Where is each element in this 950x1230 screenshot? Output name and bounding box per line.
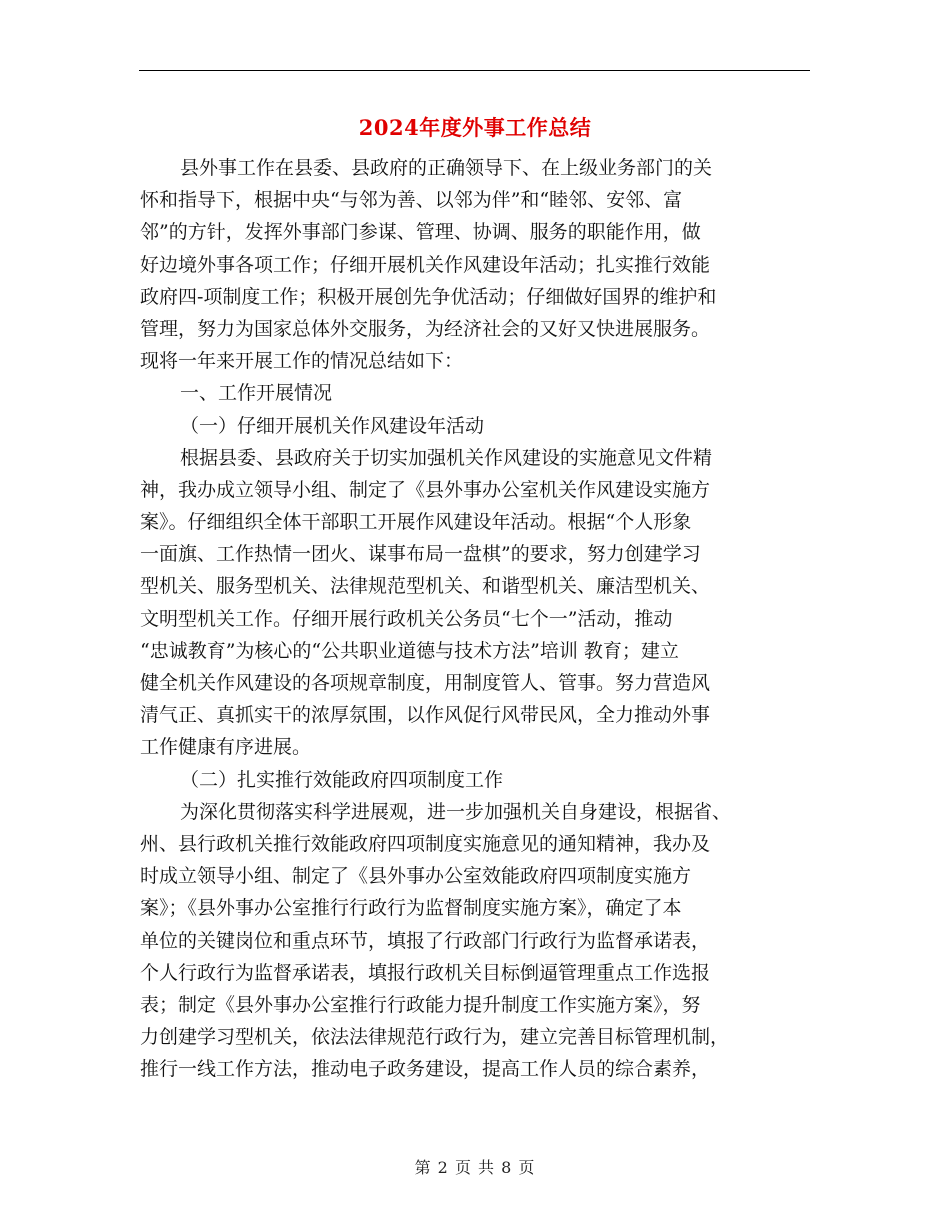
header-rule bbox=[139, 70, 810, 71]
paragraph-line: 管理，努力为国家总体外交服务，为经济社会的又好又快进展服务。 bbox=[140, 317, 711, 340]
paragraph-line: 健全机关作风建设的各项规章制度，用制度管人、管事。努力营造风 bbox=[140, 672, 711, 694]
page-footer: 第 2 页 共 8 页 bbox=[414, 1158, 536, 1177]
paragraph-line: 县外事工作在县委、县政府的正确领导下、在上级业务部门的关 bbox=[180, 157, 713, 179]
paragraph-line: 案》。仔细组织全体干部职工开展作风建设年活动。根据“个人形象 bbox=[140, 511, 692, 534]
paragraph-line: 推行一线工作方法，推动电子政务建设，提高工作人员的综合素养， bbox=[140, 1058, 711, 1081]
paragraph-line: 型机关、服务型机关、法律规范型机关、和谐型机关、廉洁型机关、 bbox=[140, 575, 711, 598]
paragraph-line: 怀和指导下，根据中央“与邻为善、以邻为伴”和“睦邻、安邻、富 bbox=[140, 189, 683, 212]
paragraph-line: 个人行政行为监督承诺表，填报行政机关目标倒逼管理重点工作选报 bbox=[140, 961, 711, 984]
paragraph-line: “忠诚教育”为核心的“公共职业道德与技术方法”培训 教育；建立 bbox=[140, 639, 679, 662]
paragraph-line: 工作健康有序进展。 bbox=[140, 736, 312, 759]
paragraph-line: 力创建学习型机关，依法法律规范行政行为，建立完善目标管理机制， bbox=[140, 1026, 730, 1049]
paragraph-line: 好边境外事各项工作；仔细开展机关作风建设年活动；扎实推行效能 bbox=[140, 253, 711, 276]
paragraph-line: 单位的关键岗位和重点环节，填报了行政部门行政行为监督承诺表， bbox=[140, 929, 711, 952]
paragraph-line: 现将一年来开展工作的情况总结如下： bbox=[140, 350, 464, 373]
subsection-heading: （一）仔细开展机关作风建设年活动 bbox=[180, 414, 485, 437]
paragraph-line: 案》；《县外事办公室推行行政行为监督制度实施方案》，确定了本 bbox=[140, 897, 682, 920]
paragraph-line: 邻”的方针，发挥外事部门参谋、管理、协调、服务的职能作用，做 bbox=[140, 221, 701, 244]
subsection-heading: （二）扎实推行效能政府四项制度工作 bbox=[180, 768, 504, 791]
document-body bbox=[140, 152, 812, 1085]
document-title: 2024年度外事工作总结 bbox=[358, 115, 592, 140]
paragraph-line: 根据县委、县政府关于切实加强机关作风建设的实施意见文件精 bbox=[180, 446, 713, 469]
paragraph-line: 为深化贯彻落实科学进展观，进一步加强机关自身建设，根据省、 bbox=[180, 800, 732, 823]
paragraph-line: 神，我办成立领导小组、制定了《县外事办公室机关作风建设实施方 bbox=[140, 478, 711, 501]
paragraph-line: 文明型机关工作。仔细开展行政机关公务员“七个一”活动，推动 bbox=[140, 607, 673, 630]
paragraph-line: 政府四-项制度工作；积极开展创先争优活动；仔细做好国界的维护和 bbox=[140, 285, 717, 308]
paragraph-line: 表；制定《县外事办公室推行行政能力提升制度工作实施方案》，努 bbox=[140, 993, 701, 1016]
paragraph-line: 一面旗、工作热情一团火、谋事布局一盘棋”的要求，努力创建学习 bbox=[140, 543, 701, 566]
section-heading: 一、工作开展情况 bbox=[180, 382, 333, 405]
paragraph-line: 清气正、真抓实干的浓厚氛围，以作风促行风带民风，全力推动外事 bbox=[140, 704, 711, 727]
paragraph-line: 时成立领导小组、制定了《县外事办公室效能政府四项制度实施方 bbox=[140, 865, 692, 888]
paragraph-line: 州、县行政机关推行效能政府四项制度实施意见的通知精神，我办及 bbox=[140, 832, 711, 855]
